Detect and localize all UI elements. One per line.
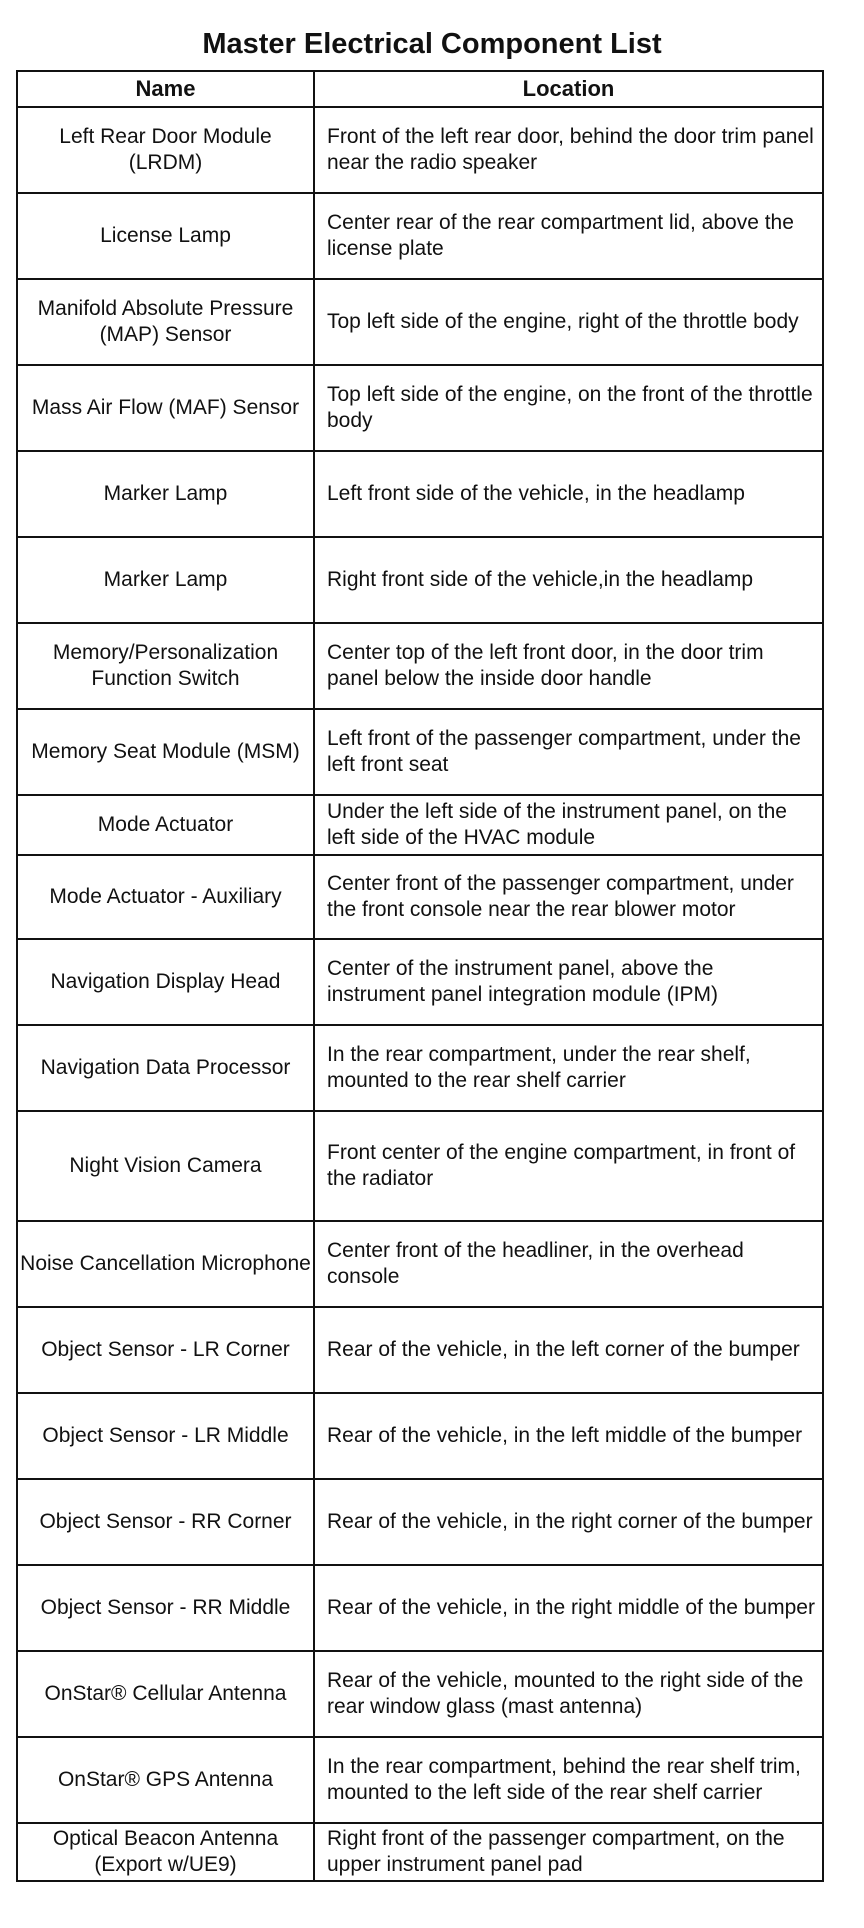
table-row — [17, 1111, 823, 1221]
component-location-cell: In the rear compartment, behind the rear shelf trim, mounted to the left side of the rear shelf carrier — [314, 1737, 823, 1823]
column-header-location: Location — [314, 71, 823, 107]
table-row — [17, 1651, 823, 1737]
component-location-cell: Rear of the vehicle, in the left corner of the bumper — [314, 1307, 823, 1393]
component-name-cell: Marker Lamp — [17, 451, 314, 537]
table-row — [17, 365, 823, 451]
table-row — [17, 451, 823, 537]
table-row — [17, 709, 823, 795]
component-name-cell: Noise Cancellation Microphone — [17, 1221, 314, 1307]
component-location-cell: Rear of the vehicle, mounted to the right side of the rear window glass (mast antenna) — [314, 1651, 823, 1737]
table-row — [17, 1307, 823, 1393]
component-location-cell: Right front side of the vehicle,in the headlamp — [314, 537, 823, 623]
component-location-cell: Front of the left rear door, behind the door trim panel near the radio speaker — [314, 107, 823, 193]
table-row — [17, 1737, 823, 1823]
component-name-cell: Navigation Display Head — [17, 939, 314, 1025]
table-row — [17, 1565, 823, 1651]
table-row — [17, 1221, 823, 1307]
component-location-cell: Under the left side of the instrument panel, on the left side of the HVAC module — [314, 795, 823, 855]
table-row — [17, 279, 823, 365]
table-row — [17, 939, 823, 1025]
component-location-cell: Center top of the left front door, in the door trim panel below the inside door handle — [314, 623, 823, 709]
component-name-cell: Object Sensor - LR Corner — [17, 1307, 314, 1393]
component-name-cell: Memory Seat Module (MSM) — [17, 709, 314, 795]
component-name-cell: Night Vision Camera — [17, 1111, 314, 1221]
component-name-cell: Mode Actuator - Auxiliary — [17, 855, 314, 939]
component-name-cell: Mode Actuator — [17, 795, 314, 855]
component-location-cell: Top left side of the engine, right of the throttle body — [314, 279, 823, 365]
table-header-row — [17, 71, 823, 107]
component-name-cell: License Lamp — [17, 193, 314, 279]
component-name-cell: Marker Lamp — [17, 537, 314, 623]
component-name-cell: Memory/Personalization Function Switch — [17, 623, 314, 709]
table-row — [17, 1025, 823, 1111]
component-location-cell: Left front of the passenger compartment, under the left front seat — [314, 709, 823, 795]
table-row — [17, 1393, 823, 1479]
table-row — [17, 623, 823, 709]
table-row — [17, 1479, 823, 1565]
component-name-cell: Object Sensor - RR Corner — [17, 1479, 314, 1565]
table-row — [17, 193, 823, 279]
component-location-cell: Left front side of the vehicle, in the headlamp — [314, 451, 823, 537]
component-table — [16, 70, 824, 1882]
component-name-cell: Optical Beacon Antenna (Export w/UE9) — [17, 1823, 314, 1881]
component-name-cell: Mass Air Flow (MAF) Sensor — [17, 365, 314, 451]
component-location-cell: Center front of the passenger compartment, under the front console near the rear blower motor — [314, 855, 823, 939]
component-name-cell: Object Sensor - LR Middle — [17, 1393, 314, 1479]
component-location-cell: Front center of the engine compartment, in front of the radiator — [314, 1111, 823, 1221]
column-header-name: Name — [17, 71, 314, 107]
component-name-cell: OnStar® Cellular Antenna — [17, 1651, 314, 1737]
component-name-cell: Left Rear Door Module (LRDM) — [17, 107, 314, 193]
table-row — [17, 107, 823, 193]
component-location-cell: Center rear of the rear compartment lid, above the license plate — [314, 193, 823, 279]
component-name-cell: Object Sensor - RR Middle — [17, 1565, 314, 1651]
component-location-cell: Top left side of the engine, on the front of the throttle body — [314, 365, 823, 451]
component-location-cell: Rear of the vehicle, in the right corner of the bumper — [314, 1479, 823, 1565]
table-row — [17, 1823, 823, 1881]
table-row — [17, 537, 823, 623]
table-row — [17, 855, 823, 939]
component-location-cell: In the rear compartment, under the rear shelf, mounted to the rear shelf carrier — [314, 1025, 823, 1111]
component-name-cell: Navigation Data Processor — [17, 1025, 314, 1111]
component-location-cell: Center front of the headliner, in the overhead console — [314, 1221, 823, 1307]
table-row — [17, 795, 823, 855]
component-location-cell: Center of the instrument panel, above the instrument panel integration module (IPM) — [314, 939, 823, 1025]
page-title: Master Electrical Component List — [202, 28, 662, 60]
component-name-cell: OnStar® GPS Antenna — [17, 1737, 314, 1823]
component-location-cell: Rear of the vehicle, in the left middle of the bumper — [314, 1393, 823, 1479]
component-name-cell: Manifold Absolute Pressure (MAP) Sensor — [17, 279, 314, 365]
component-location-cell: Rear of the vehicle, in the right middle of the bumper — [314, 1565, 823, 1651]
component-location-cell: Right front of the passenger compartment, on the upper instrument panel pad — [314, 1823, 823, 1881]
